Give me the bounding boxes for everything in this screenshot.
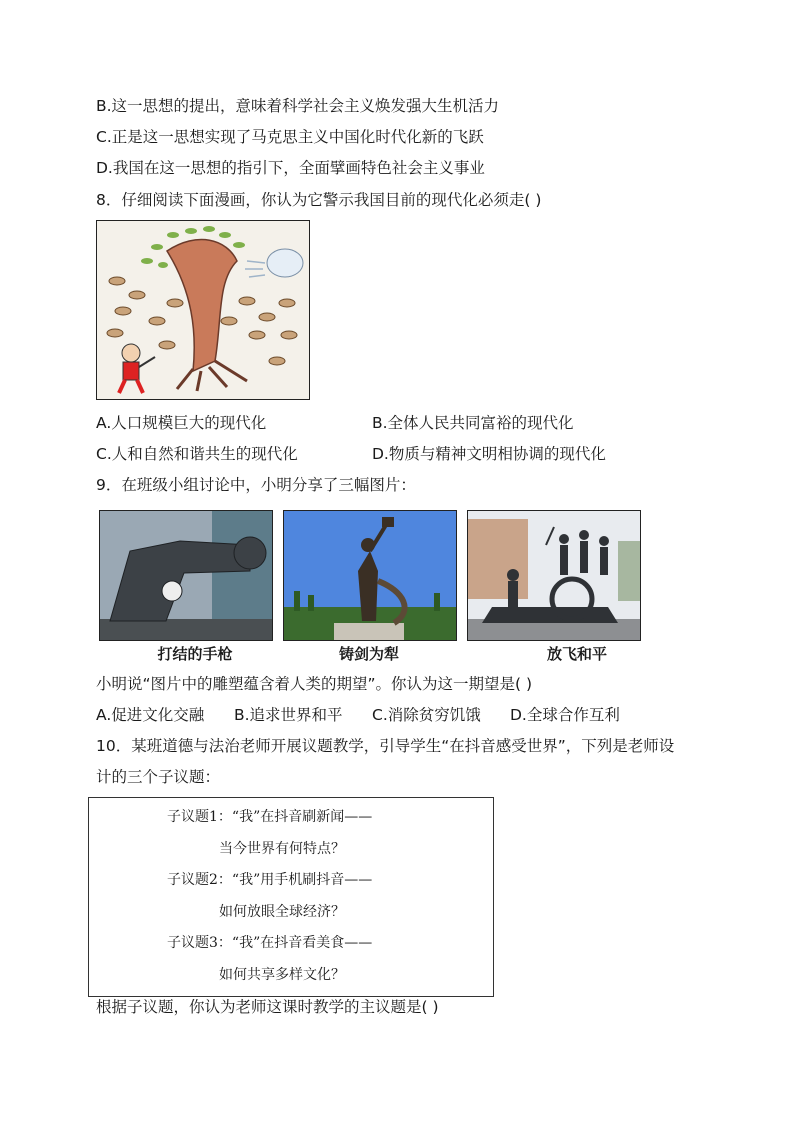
sub-topic-2-question: 如何放眼全球经济？	[219, 904, 345, 920]
q8-stem: 8．仔细阅读下面漫画，你认为它警示我国目前的现代化必须走( )	[96, 191, 542, 209]
q7-option-b: B.这一思想的提出，意味着科学社会主义焕发强大生机活力	[96, 97, 500, 115]
sub-topic-1-title: 子议题1：“我”在抖音刷新闻——	[167, 809, 373, 825]
knotted-gun-photo	[99, 510, 273, 641]
q9-stem: 9．在班级小组讨论中，小明分享了三幅图片：	[96, 476, 416, 494]
q8-option-b: B.全体人民共同富裕的现代化	[372, 414, 574, 432]
q8-option-c: C.人和自然和谐共生的现代化	[96, 445, 298, 463]
sub-topic-3-title: 子议题3：“我”在抖音看美食——	[167, 935, 373, 951]
q9-option-a: A.促进文化交融	[96, 706, 205, 724]
q10-question: 根据子议题，你认为老师这课时教学的主议题是( )	[96, 998, 439, 1016]
q7-option-d: D.我国在这一思想的指引下，全面擘画特色社会主义事业	[96, 159, 485, 177]
sword-to-plough-photo	[283, 510, 457, 641]
tree-cartoon-image	[96, 220, 310, 400]
q10-stem-line1: 10．某班道德与法治老师开展议题教学，引导学生“在抖音感受世界”，下列是老师设	[96, 737, 675, 755]
sub-topic-2-title: 子议题2：“我”用手机刷抖音——	[167, 872, 373, 888]
q8-option-a: A.人口规模巨大的现代化	[96, 414, 267, 432]
q7-option-c: C.正是这一思想实现了马克思主义中国化时代化新的飞跃	[96, 128, 484, 146]
sub-topic-3-question: 如何共享多样文化？	[219, 967, 345, 983]
q9-quote: 小明说“图片中的雕塑蕴含着人类的期望”。你认为这一期望是( )	[96, 675, 533, 693]
caption-release-peace: 放飞和平	[546, 645, 607, 663]
release-peace-photo	[467, 510, 641, 641]
q10-stem-line2: 计的三个子议题：	[96, 768, 221, 786]
q8-option-d: D.物质与精神文明相协调的现代化	[372, 445, 606, 463]
q9-option-b: B.追求世界和平	[234, 706, 343, 724]
sub-topic-1-question: 当今世界有何特点？	[219, 841, 345, 857]
sub-topics-box	[88, 797, 494, 997]
caption-knotted-gun: 打结的手枪	[157, 645, 233, 663]
q9-option-c: C.消除贫穷饥饿	[372, 706, 481, 724]
caption-sword-to-plough: 铸剑为犁	[338, 645, 399, 663]
q9-option-d: D.全球合作互利	[510, 706, 620, 724]
